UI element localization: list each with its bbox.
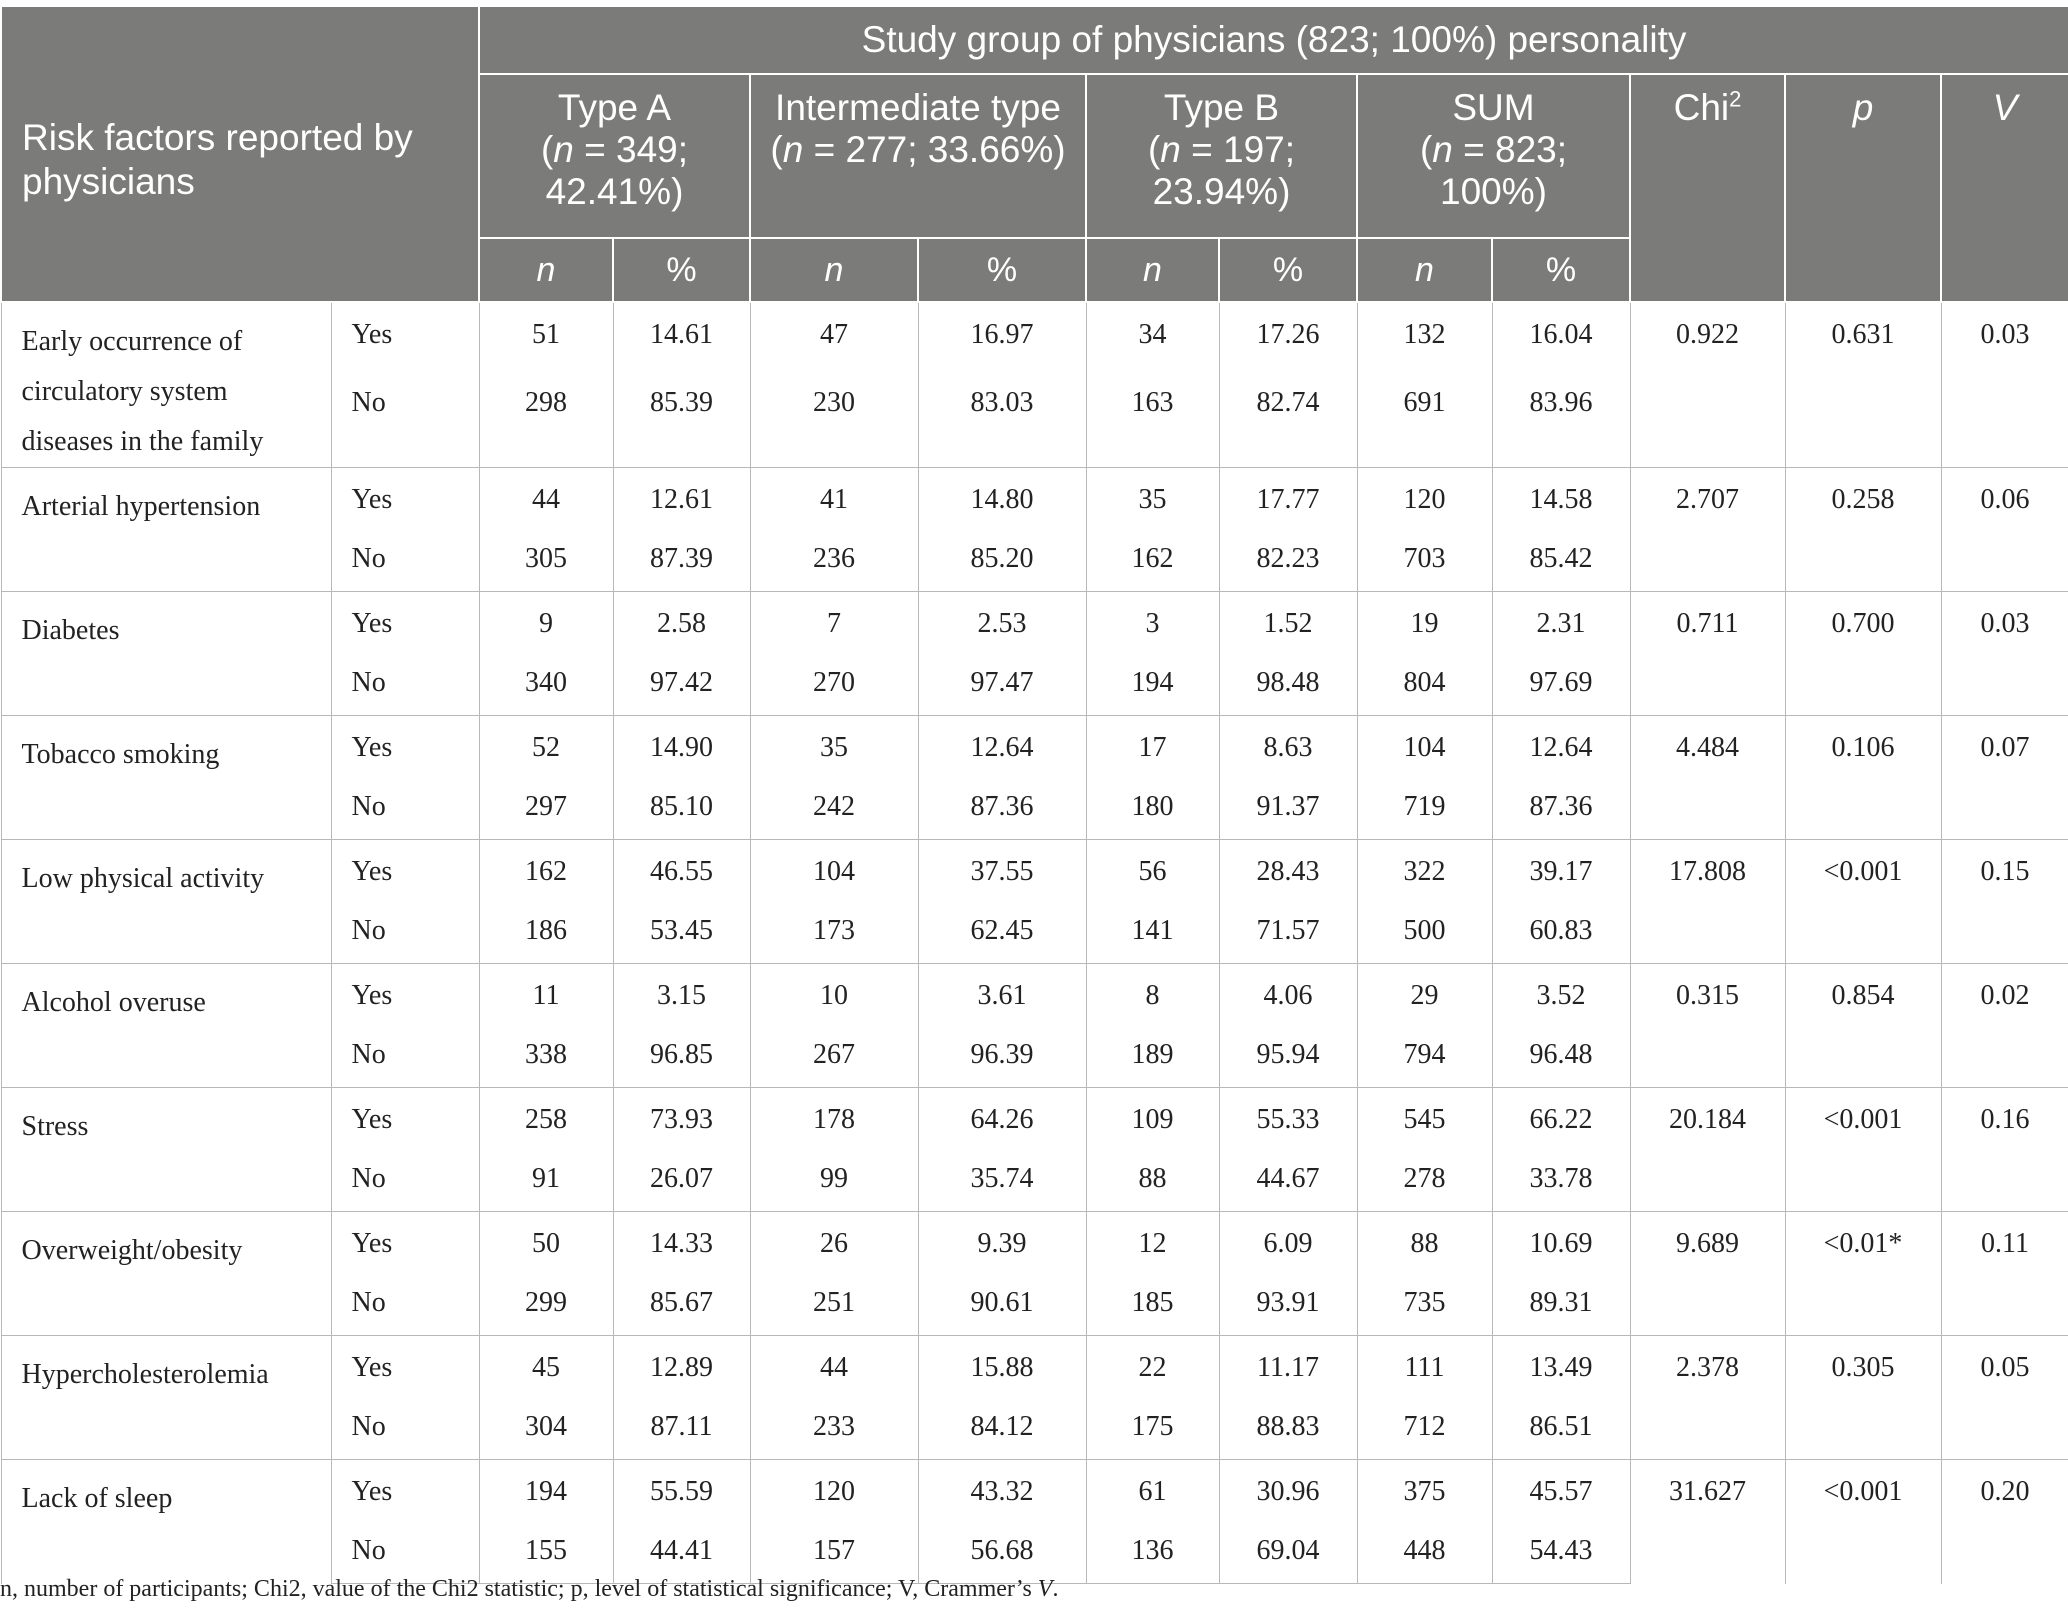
answer-yes-label: Yes (331, 840, 479, 902)
answer-no-label: No (331, 1521, 479, 1584)
subheader-n: n (1086, 238, 1219, 302)
chi2-value: 9.689 (1630, 1212, 1785, 1336)
answer-no-label: No (331, 1273, 479, 1336)
cell-intermediate-n: 120 (750, 1460, 918, 1522)
cell-type-b-n: 35 (1086, 468, 1219, 530)
p-value: 0.700 (1785, 592, 1941, 716)
chi2-value: 0.315 (1630, 964, 1785, 1088)
cell-intermediate-pct: 43.32 (918, 1460, 1086, 1522)
cell-sum-pct: 33.78 (1492, 1149, 1630, 1212)
group-header-intermediate: Intermediate type (n = 277; 33.66%) (750, 74, 1086, 238)
risk-factor-label: Hypercholesterolemia (1, 1336, 331, 1460)
answer-no-label: No (331, 777, 479, 840)
v-value: 0.07 (1941, 716, 2068, 840)
cell-sum-n: 104 (1357, 716, 1492, 778)
answer-no-label: No (331, 1025, 479, 1088)
cell-type-a-pct: 12.89 (613, 1336, 750, 1398)
cell-intermediate-pct: 9.39 (918, 1212, 1086, 1274)
cell-intermediate-n: 41 (750, 468, 918, 530)
cell-type-b-pct: 1.52 (1219, 592, 1357, 654)
cell-type-b-n: 141 (1086, 901, 1219, 964)
cell-intermediate-n: 267 (750, 1025, 918, 1088)
p-value: 0.106 (1785, 716, 1941, 840)
table-row (1, 1212, 2068, 1274)
v-value: 0.06 (1941, 468, 2068, 592)
cell-type-a-n: 194 (479, 1460, 613, 1522)
cell-sum-pct: 45.57 (1492, 1460, 1630, 1522)
chi2-value: 0.711 (1630, 592, 1785, 716)
cell-type-a-pct: 26.07 (613, 1149, 750, 1212)
cell-type-a-pct: 2.58 (613, 592, 750, 654)
group-header-type-b: Type B (n = 197; 23.94%) (1086, 74, 1357, 238)
cell-intermediate-n: 242 (750, 777, 918, 840)
table-row (1, 1088, 2068, 1150)
cell-sum-pct: 97.69 (1492, 653, 1630, 716)
cell-intermediate-pct: 84.12 (918, 1397, 1086, 1460)
cell-type-b-pct: 4.06 (1219, 964, 1357, 1026)
cell-intermediate-n: 230 (750, 373, 918, 468)
cell-sum-pct: 60.83 (1492, 901, 1630, 964)
cell-intermediate-n: 173 (750, 901, 918, 964)
cell-type-a-pct: 14.61 (613, 302, 750, 373)
cell-sum-pct: 86.51 (1492, 1397, 1630, 1460)
cell-sum-pct: 54.43 (1492, 1521, 1630, 1584)
answer-yes-label: Yes (331, 1212, 479, 1274)
v-value: 0.15 (1941, 840, 2068, 964)
cell-type-a-n: 52 (479, 716, 613, 778)
p-value: <0.001 (1785, 1088, 1941, 1212)
cell-intermediate-n: 157 (750, 1521, 918, 1584)
subheader-pct: % (1492, 238, 1630, 302)
cell-type-a-n: 9 (479, 592, 613, 654)
answer-yes-label: Yes (331, 964, 479, 1026)
subheader-n: n (479, 238, 613, 302)
v-value: 0.05 (1941, 1336, 2068, 1460)
cell-intermediate-pct: 16.97 (918, 302, 1086, 373)
answer-no-label: No (331, 373, 479, 468)
cell-type-b-n: 163 (1086, 373, 1219, 468)
cell-sum-pct: 87.36 (1492, 777, 1630, 840)
subheader-n: n (1357, 238, 1492, 302)
v-value: 0.03 (1941, 302, 2068, 468)
cell-sum-n: 29 (1357, 964, 1492, 1026)
cell-type-a-pct: 87.39 (613, 529, 750, 592)
cell-sum-pct: 83.96 (1492, 373, 1630, 468)
cell-sum-n: 88 (1357, 1212, 1492, 1274)
cell-type-b-pct: 95.94 (1219, 1025, 1357, 1088)
cell-type-a-pct: 53.45 (613, 901, 750, 964)
cell-intermediate-n: 7 (750, 592, 918, 654)
risk-factor-label: Stress (1, 1088, 331, 1212)
p-value: <0.01* (1785, 1212, 1941, 1336)
cell-intermediate-pct: 85.20 (918, 529, 1086, 592)
answer-yes-label: Yes (331, 592, 479, 654)
cell-sum-n: 794 (1357, 1025, 1492, 1088)
cell-intermediate-n: 99 (750, 1149, 918, 1212)
table-row (1, 1460, 2068, 1522)
cell-type-b-pct: 93.91 (1219, 1273, 1357, 1336)
cell-sum-pct: 2.31 (1492, 592, 1630, 654)
p-header: p (1785, 74, 1941, 302)
cell-sum-n: 545 (1357, 1088, 1492, 1150)
cell-sum-n: 375 (1357, 1460, 1492, 1522)
cell-type-a-pct: 85.67 (613, 1273, 750, 1336)
table-row (1, 302, 2068, 373)
cell-sum-pct: 16.04 (1492, 302, 1630, 373)
cell-type-b-n: 109 (1086, 1088, 1219, 1150)
answer-no-label: No (331, 1397, 479, 1460)
risk-factor-label: Arterial hypertension (1, 468, 331, 592)
cell-type-b-pct: 82.74 (1219, 373, 1357, 468)
cell-sum-n: 19 (1357, 592, 1492, 654)
cell-type-a-n: 304 (479, 1397, 613, 1460)
cell-type-a-n: 45 (479, 1336, 613, 1398)
cell-sum-pct: 96.48 (1492, 1025, 1630, 1088)
cell-type-b-n: 22 (1086, 1336, 1219, 1398)
cell-type-b-n: 185 (1086, 1273, 1219, 1336)
chi2-value: 4.484 (1630, 716, 1785, 840)
cell-type-b-n: 3 (1086, 592, 1219, 654)
table-row (1, 964, 2068, 1026)
cell-intermediate-pct: 2.53 (918, 592, 1086, 654)
cell-sum-n: 500 (1357, 901, 1492, 964)
risk-factor-label: Overweight/obesity (1, 1212, 331, 1336)
corner-header: Risk factors reported by physicians (1, 6, 479, 302)
cell-sum-pct: 13.49 (1492, 1336, 1630, 1398)
cell-type-a-n: 11 (479, 964, 613, 1026)
cell-type-b-pct: 30.96 (1219, 1460, 1357, 1522)
table-body (1, 302, 2068, 1584)
subheader-n: n (750, 238, 918, 302)
v-value: 0.02 (1941, 964, 2068, 1088)
cell-intermediate-pct: 15.88 (918, 1336, 1086, 1398)
v-value: 0.20 (1941, 1460, 2068, 1584)
cell-sum-pct: 10.69 (1492, 1212, 1630, 1274)
answer-no-label: No (331, 901, 479, 964)
subheader-pct: % (918, 238, 1086, 302)
v-value: 0.03 (1941, 592, 2068, 716)
v-header: V (1941, 74, 2068, 302)
p-value: 0.305 (1785, 1336, 1941, 1460)
cell-type-b-pct: 44.67 (1219, 1149, 1357, 1212)
cell-type-a-n: 299 (479, 1273, 613, 1336)
cell-intermediate-n: 251 (750, 1273, 918, 1336)
cell-intermediate-n: 233 (750, 1397, 918, 1460)
p-value: 0.854 (1785, 964, 1941, 1088)
cell-intermediate-n: 47 (750, 302, 918, 373)
cell-type-a-n: 186 (479, 901, 613, 964)
risk-factor-label: Early occurrence of circulatory system diseases in the family (1, 302, 331, 468)
cell-intermediate-n: 26 (750, 1212, 918, 1274)
cell-sum-pct: 14.58 (1492, 468, 1630, 530)
cell-type-b-pct: 28.43 (1219, 840, 1357, 902)
cell-sum-pct: 89.31 (1492, 1273, 1630, 1336)
answer-yes-label: Yes (331, 716, 479, 778)
risk-factor-label: Tobacco smoking (1, 716, 331, 840)
cell-sum-pct: 66.22 (1492, 1088, 1630, 1150)
cell-sum-n: 804 (1357, 653, 1492, 716)
cell-type-b-n: 8 (1086, 964, 1219, 1026)
p-value: <0.001 (1785, 1460, 1941, 1584)
answer-no-label: No (331, 529, 479, 592)
cell-type-b-n: 162 (1086, 529, 1219, 592)
chi2-value: 17.808 (1630, 840, 1785, 964)
p-value: 0.631 (1785, 302, 1941, 468)
chi2-value: 2.378 (1630, 1336, 1785, 1460)
cell-type-b-n: 189 (1086, 1025, 1219, 1088)
chi2-value: 31.627 (1630, 1460, 1785, 1584)
cell-type-b-n: 17 (1086, 716, 1219, 778)
group-title: Study group of physicians (823; 100%) personality (479, 6, 2068, 74)
cell-intermediate-pct: 37.55 (918, 840, 1086, 902)
cell-type-a-pct: 85.39 (613, 373, 750, 468)
cell-sum-n: 703 (1357, 529, 1492, 592)
cell-intermediate-pct: 56.68 (918, 1521, 1086, 1584)
p-value: 0.258 (1785, 468, 1941, 592)
subheader-pct: % (613, 238, 750, 302)
cell-type-b-pct: 91.37 (1219, 777, 1357, 840)
cell-intermediate-n: 10 (750, 964, 918, 1026)
cell-sum-n: 719 (1357, 777, 1492, 840)
cell-type-a-pct: 44.41 (613, 1521, 750, 1584)
p-value: <0.001 (1785, 840, 1941, 964)
risk-factor-label: Lack of sleep (1, 1460, 331, 1584)
cell-intermediate-n: 178 (750, 1088, 918, 1150)
cell-intermediate-pct: 35.74 (918, 1149, 1086, 1212)
cell-type-b-pct: 88.83 (1219, 1397, 1357, 1460)
cell-sum-n: 712 (1357, 1397, 1492, 1460)
table-row (1, 592, 2068, 654)
cell-type-b-n: 180 (1086, 777, 1219, 840)
cell-type-a-n: 162 (479, 840, 613, 902)
cell-type-a-n: 51 (479, 302, 613, 373)
cell-intermediate-n: 236 (750, 529, 918, 592)
cell-sum-n: 448 (1357, 1521, 1492, 1584)
answer-yes-label: Yes (331, 302, 479, 373)
cell-type-a-n: 297 (479, 777, 613, 840)
cell-sum-pct: 12.64 (1492, 716, 1630, 778)
cell-sum-n: 278 (1357, 1149, 1492, 1212)
table-row (1, 716, 2068, 778)
table-row (1, 1336, 2068, 1398)
cell-type-a-pct: 14.33 (613, 1212, 750, 1274)
cell-type-b-pct: 17.26 (1219, 302, 1357, 373)
risk-factor-label: Low physical activity (1, 840, 331, 964)
chi2-value: 20.184 (1630, 1088, 1785, 1212)
table-footnote: n, number of participants; Chi2, value of the Chi2 statistic; p, level of statistical significance; V, Crammer’s V. (0, 1576, 1059, 1602)
cell-type-a-pct: 46.55 (613, 840, 750, 902)
table-row (1, 468, 2068, 530)
chi2-header: Chi$^2$ (1630, 74, 1785, 302)
cell-type-b-pct: 82.23 (1219, 529, 1357, 592)
cell-intermediate-pct: 96.39 (918, 1025, 1086, 1088)
cell-type-b-n: 136 (1086, 1521, 1219, 1584)
answer-yes-label: Yes (331, 1460, 479, 1522)
answer-yes-label: Yes (331, 468, 479, 530)
cell-sum-n: 132 (1357, 302, 1492, 373)
cell-type-b-n: 12 (1086, 1212, 1219, 1274)
cell-intermediate-pct: 12.64 (918, 716, 1086, 778)
cell-type-b-pct: 55.33 (1219, 1088, 1357, 1150)
risk-factor-label: Diabetes (1, 592, 331, 716)
group-header-type-a: Type A (n = 349; 42.41%) (479, 74, 750, 238)
cell-sum-n: 111 (1357, 1336, 1492, 1398)
chi2-value: 2.707 (1630, 468, 1785, 592)
cell-sum-pct: 3.52 (1492, 964, 1630, 1026)
cell-type-b-pct: 11.17 (1219, 1336, 1357, 1398)
cell-sum-n: 322 (1357, 840, 1492, 902)
cell-type-a-n: 44 (479, 468, 613, 530)
cell-type-b-pct: 71.57 (1219, 901, 1357, 964)
cell-sum-n: 735 (1357, 1273, 1492, 1336)
cell-type-a-n: 155 (479, 1521, 613, 1584)
cell-type-a-pct: 96.85 (613, 1025, 750, 1088)
cell-intermediate-pct: 64.26 (918, 1088, 1086, 1150)
cell-type-b-n: 56 (1086, 840, 1219, 902)
answer-no-label: No (331, 653, 479, 716)
group-header-sum: SUM (n = 823; 100%) (1357, 74, 1630, 238)
cell-intermediate-pct: 62.45 (918, 901, 1086, 964)
risk-factor-label: Alcohol overuse (1, 964, 331, 1088)
cell-sum-n: 691 (1357, 373, 1492, 468)
cell-intermediate-pct: 97.47 (918, 653, 1086, 716)
cell-intermediate-pct: 90.61 (918, 1273, 1086, 1336)
cell-intermediate-n: 44 (750, 1336, 918, 1398)
cell-intermediate-pct: 14.80 (918, 468, 1086, 530)
cell-type-a-pct: 55.59 (613, 1460, 750, 1522)
cell-type-a-pct: 12.61 (613, 468, 750, 530)
cell-type-a-pct: 73.93 (613, 1088, 750, 1150)
cell-type-b-pct: 98.48 (1219, 653, 1357, 716)
cell-type-a-n: 91 (479, 1149, 613, 1212)
cell-type-a-pct: 3.15 (613, 964, 750, 1026)
cell-intermediate-n: 270 (750, 653, 918, 716)
cell-intermediate-pct: 87.36 (918, 777, 1086, 840)
cell-type-b-n: 88 (1086, 1149, 1219, 1212)
cell-type-b-n: 61 (1086, 1460, 1219, 1522)
cell-type-a-n: 258 (479, 1088, 613, 1150)
cell-type-a-pct: 14.90 (613, 716, 750, 778)
cell-type-b-pct: 6.09 (1219, 1212, 1357, 1274)
cell-type-a-n: 50 (479, 1212, 613, 1274)
risk-factors-table (0, 5, 2068, 1584)
cell-intermediate-n: 104 (750, 840, 918, 902)
cell-type-a-n: 298 (479, 373, 613, 468)
answer-no-label: No (331, 1149, 479, 1212)
cell-intermediate-n: 35 (750, 716, 918, 778)
cell-type-a-n: 340 (479, 653, 613, 716)
cell-type-b-pct: 8.63 (1219, 716, 1357, 778)
v-value: 0.16 (1941, 1088, 2068, 1212)
answer-yes-label: Yes (331, 1088, 479, 1150)
cell-sum-pct: 85.42 (1492, 529, 1630, 592)
table-row (1, 840, 2068, 902)
cell-sum-pct: 39.17 (1492, 840, 1630, 902)
subheader-pct: % (1219, 238, 1357, 302)
cell-intermediate-pct: 3.61 (918, 964, 1086, 1026)
cell-type-b-n: 34 (1086, 302, 1219, 373)
cell-type-b-n: 194 (1086, 653, 1219, 716)
cell-type-b-pct: 17.77 (1219, 468, 1357, 530)
chi2-value: 0.922 (1630, 302, 1785, 468)
cell-type-b-pct: 69.04 (1219, 1521, 1357, 1584)
cell-type-b-n: 175 (1086, 1397, 1219, 1460)
cell-intermediate-pct: 83.03 (918, 373, 1086, 468)
cell-type-a-pct: 97.42 (613, 653, 750, 716)
v-value: 0.11 (1941, 1212, 2068, 1336)
cell-type-a-pct: 87.11 (613, 1397, 750, 1460)
answer-yes-label: Yes (331, 1336, 479, 1398)
cell-type-a-pct: 85.10 (613, 777, 750, 840)
cell-sum-n: 120 (1357, 468, 1492, 530)
cell-type-a-n: 305 (479, 529, 613, 592)
cell-type-a-n: 338 (479, 1025, 613, 1088)
